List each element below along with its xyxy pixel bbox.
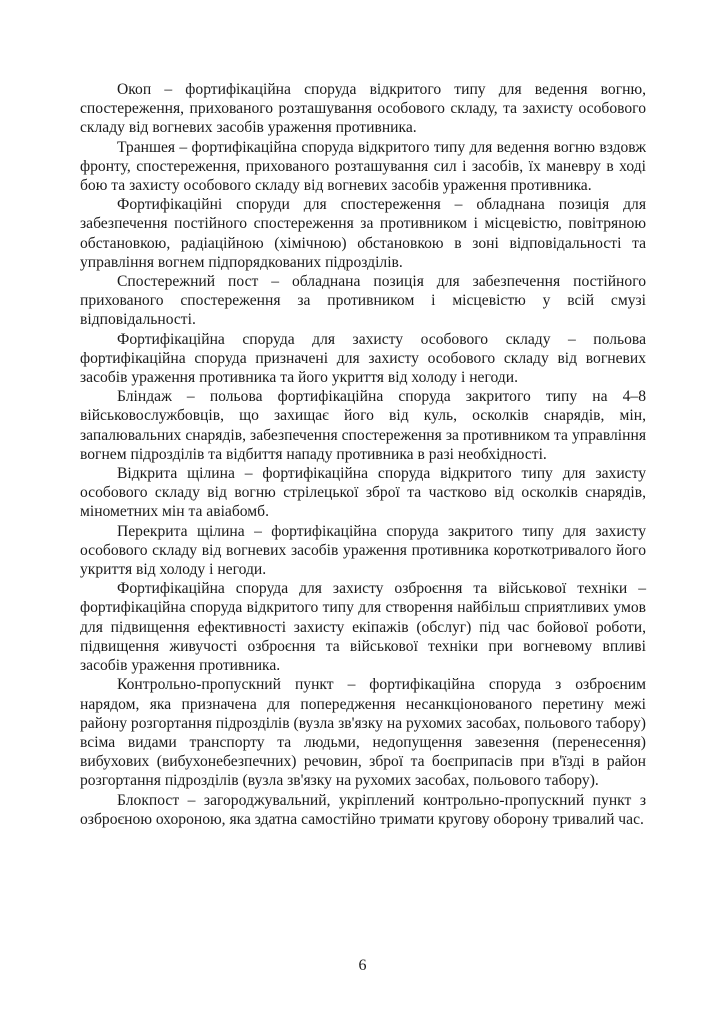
paragraph-okop: Окоп – фортифікаційна споруда відкритого типу для ведення вогню, спостереження, прихованого розташування особового складу, та захисту особового складу від вогневих засобів ураження противника. <box>80 81 646 137</box>
paragraph-transheia: Траншея – фортифікаційна споруда відкритого типу для ведення вогню вздовж фронту, спостереження, прихованого розташування сил і засобів, їх маневру в ході бою та захисту особового складу від вогневих засобів ураження противника. <box>80 138 646 195</box>
paragraph-blockpost: Блокпост – загороджувальний, укріплений контрольно-пропускний пункт з озброєною охороною, яка здатна самостійно тримати кругову оборону тривалий час. <box>80 791 646 828</box>
paragraph-equipment-protection: Фортифікаційна споруда для захисту озброєння та військової техніки – фортифікаційна споруда відкритого типу для створення найбільш сприятливих умов для підвищення ефективності захисту екіпажів (обслуг) під час бойової роботи, підвищення живучості озброєння та військової техніки при вогневому впливі засобів ураження противника. <box>80 580 646 675</box>
paragraph-checkpoint: Контрольно-пропускний пункт – фортифікаційна споруда з озброєним нарядом, яка призначена для попередження несанкціонованого перетину межі району розгортання підрозділів (вузла зв'язку на рухомих засобах, польового табору) всіма видами транспорту та людьми, недопущення завезення (перенесення) вибухових (вибухонебезпечних) речовин, зброї та боєприпасів при в'їзді в район розгортання підрозділів (вузла зв'язку на рухомих засобах, польового табору). <box>80 676 646 790</box>
paragraph-observation-structures: Фортифікаційні споруди для спостереження – обладнана позиція для забезпечення постійного спостереження за противником і місцевістю, повітряною обстановкою, радіаційною (хімічною) обстановкою в зоні відповідальності та управління вогнем підпорядкованих підрозділів. <box>80 196 646 271</box>
page-number: 6 <box>358 957 367 974</box>
document-body <box>80 80 646 829</box>
paragraph-observation-post: Спостережний пост – обладнана позиція для забезпечення постійного прихованого спостереження за противником і місцевістю у всій смузі відповідальності. <box>80 273 646 329</box>
paragraph-personnel-protection: Фортифікаційна споруда для захисту особового складу – польова фортифікаційна споруда призначені для захисту особового складу від вогневих засобів ураження противника та його укриття від холоду і негоди. <box>80 330 646 387</box>
paragraph-blindazh: Бліндаж – польова фортифікаційна споруда закритого типу на 4–8 військовослужбовців, що захищає його від куль, осколків снарядів, мін, запалювальних снарядів, забезпечення спостереження за противником та управління вогнем підрозділів та відбиття нападу противника в разі необхідності. <box>80 388 646 463</box>
paragraph-open-trench: Відкрита щілина – фортифікаційна споруда відкритого типу для захисту особового складу від вогню стрілецької зброї та частково від осколків снарядів, мінометних мін та авіабомб. <box>80 465 646 521</box>
paragraph-covered-trench: Перекрита щілина – фортифікаційна споруда закритого типу для захисту особового складу від вогневих засобів ураження противника короткотривалого його укриття від холоду і негоди. <box>80 522 646 579</box>
